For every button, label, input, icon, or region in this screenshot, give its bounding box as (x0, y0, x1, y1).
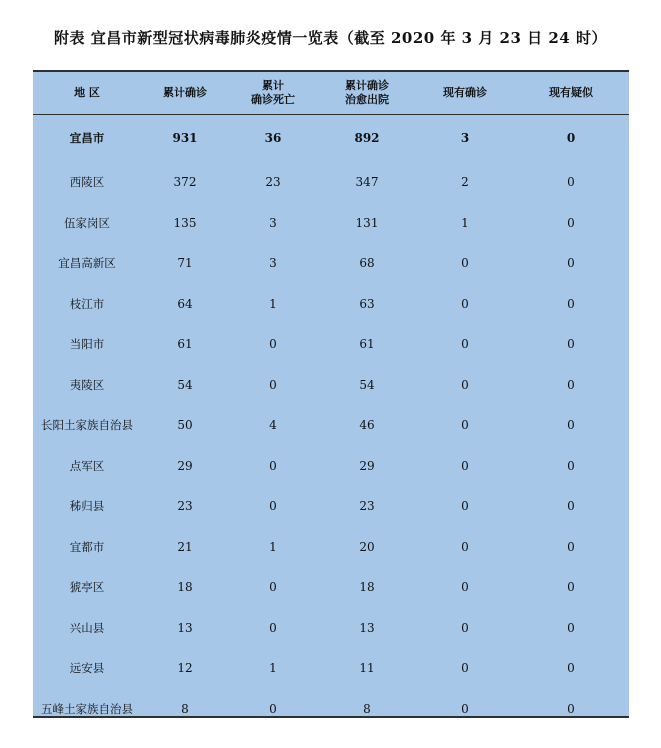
table-row (33, 114, 629, 162)
cell-cured: 68 (359, 256, 375, 271)
cell-current-confirmed: 0 (461, 539, 469, 554)
cell-current-confirmed: 0 (461, 458, 469, 473)
cell-confirmed: 8 (181, 701, 189, 716)
cell-deaths: 0 (269, 337, 277, 352)
table-row (33, 405, 629, 446)
cell-current-confirmed: 0 (461, 418, 469, 433)
table-row (33, 608, 629, 649)
cell-deaths: 0 (269, 701, 277, 716)
cell-cured: 892 (354, 131, 380, 146)
header-deaths-line2: 确诊死亡 (251, 92, 295, 106)
cell-current-confirmed: 3 (460, 131, 470, 146)
cell-deaths: 1 (269, 661, 277, 676)
cell-confirmed: 50 (177, 418, 193, 433)
cell-current-confirmed: 0 (461, 377, 469, 392)
cell-current-suspected: 0 (567, 215, 575, 230)
cell-confirmed: 21 (177, 539, 193, 554)
cell-cured: 61 (359, 337, 375, 352)
table-row (33, 689, 629, 730)
cell-deaths: 3 (269, 256, 277, 271)
table-row (33, 203, 629, 244)
header-current-suspected: 现有疑似 (549, 85, 593, 99)
cell-cured: 13 (359, 620, 375, 635)
cell-confirmed: 71 (177, 256, 193, 271)
cell-region: 五峰土家族自治县 (41, 701, 133, 716)
cell-cured: 8 (363, 701, 371, 716)
cell-region: 夷陵区 (69, 377, 105, 392)
table-row (33, 243, 629, 284)
cell-current-suspected: 0 (567, 539, 575, 554)
cell-region: 宜昌高新区 (58, 256, 116, 271)
header-deaths (229, 72, 317, 114)
cell-current-suspected: 0 (567, 458, 575, 473)
cell-deaths: 0 (269, 580, 277, 595)
cell-cured: 23 (359, 499, 375, 514)
cell-cured: 54 (359, 377, 375, 392)
table-body (33, 114, 629, 729)
cell-deaths: 0 (269, 458, 277, 473)
cell-confirmed: 61 (177, 337, 193, 352)
cell-current-suspected: 0 (567, 499, 575, 514)
cell-cured: 11 (359, 661, 375, 676)
cell-current-suspected: 0 (567, 377, 575, 392)
cell-current-suspected: 0 (567, 580, 575, 595)
table-row (33, 486, 629, 527)
cell-deaths: 0 (269, 499, 277, 514)
cell-confirmed: 13 (177, 620, 193, 635)
cell-current-confirmed: 0 (461, 620, 469, 635)
cell-region: 宜都市 (69, 539, 105, 554)
table-row (33, 284, 629, 325)
cell-region: 枝江市 (69, 296, 105, 311)
cell-current-suspected: 0 (567, 418, 575, 433)
cell-current-suspected: 0 (567, 620, 575, 635)
cell-current-suspected: 0 (567, 661, 575, 676)
cell-deaths: 0 (269, 377, 277, 392)
cell-confirmed: 64 (177, 296, 193, 311)
cell-cured: 63 (359, 296, 375, 311)
cell-confirmed: 372 (173, 175, 197, 190)
cell-region: 长阳土家族自治县 (41, 418, 133, 433)
cell-confirmed: 29 (177, 458, 193, 473)
cell-cured: 46 (359, 418, 375, 433)
epidemic-table-container (33, 70, 629, 718)
cell-cured: 29 (359, 458, 375, 473)
cell-region: 当阳市 (69, 337, 105, 352)
cell-confirmed: 23 (177, 499, 193, 514)
epidemic-table (33, 72, 629, 729)
header-cured-line2: 治愈出院 (345, 92, 389, 106)
cell-region: 伍家岗区 (64, 215, 110, 230)
cell-current-suspected: 0 (567, 175, 575, 190)
cell-current-confirmed: 0 (461, 661, 469, 676)
cell-current-confirmed: 0 (461, 337, 469, 352)
cell-region: 点军区 (69, 458, 105, 473)
cell-deaths: 1 (269, 539, 277, 554)
cell-deaths: 1 (269, 296, 277, 311)
table-row (33, 567, 629, 608)
cell-region: 秭归县 (69, 499, 105, 514)
cell-deaths: 0 (269, 620, 277, 635)
cell-current-confirmed: 0 (461, 499, 469, 514)
cell-deaths: 3 (269, 215, 277, 230)
cell-confirmed: 135 (173, 215, 197, 230)
table-row (33, 527, 629, 568)
cell-current-suspected: 0 (567, 337, 575, 352)
cell-cured: 131 (355, 215, 379, 230)
page-title: 附表 宜昌市新型冠状病毒肺炎疫情一览表（截至 2020 年 3 月 23 日 24 时） (54, 29, 607, 47)
cell-region: 猇亭区 (69, 580, 105, 595)
cell-current-suspected: 0 (567, 296, 575, 311)
cell-region: 西陵区 (69, 175, 105, 190)
cell-region: 宜昌市 (69, 131, 105, 146)
cell-confirmed: 54 (177, 377, 193, 392)
cell-current-suspected: 0 (566, 131, 576, 146)
cell-cured: 20 (359, 539, 375, 554)
cell-deaths: 36 (264, 131, 282, 146)
header-region: 地 区 (74, 85, 100, 99)
cell-current-suspected: 0 (567, 701, 575, 716)
table-row (33, 446, 629, 487)
cell-current-confirmed: 0 (461, 256, 469, 271)
cell-confirmed: 12 (177, 661, 193, 676)
header-deaths-line1: 累计 (262, 78, 284, 92)
cell-current-suspected: 0 (567, 256, 575, 271)
cell-deaths: 23 (265, 175, 281, 190)
cell-cured: 347 (355, 175, 379, 190)
cell-current-confirmed: 1 (461, 215, 469, 230)
header-cured-line1: 累计确诊 (345, 78, 389, 92)
cell-current-confirmed: 2 (461, 175, 469, 190)
cell-current-confirmed: 0 (461, 296, 469, 311)
header-current-confirmed: 现有确诊 (443, 85, 487, 99)
cell-region: 兴山县 (69, 620, 105, 635)
cell-deaths: 4 (269, 418, 277, 433)
table-row (33, 648, 629, 689)
cell-cured: 18 (359, 580, 375, 595)
cell-current-confirmed: 0 (461, 701, 469, 716)
header-cured (317, 72, 417, 114)
table-row (33, 324, 629, 365)
cell-region: 远安县 (69, 661, 105, 676)
table-row (33, 162, 629, 203)
cell-current-confirmed: 0 (461, 580, 469, 595)
cell-confirmed: 931 (172, 131, 198, 146)
table-header-row (33, 72, 629, 114)
table-row (33, 365, 629, 406)
header-confirmed: 累计确诊 (163, 85, 207, 99)
cell-confirmed: 18 (177, 580, 193, 595)
